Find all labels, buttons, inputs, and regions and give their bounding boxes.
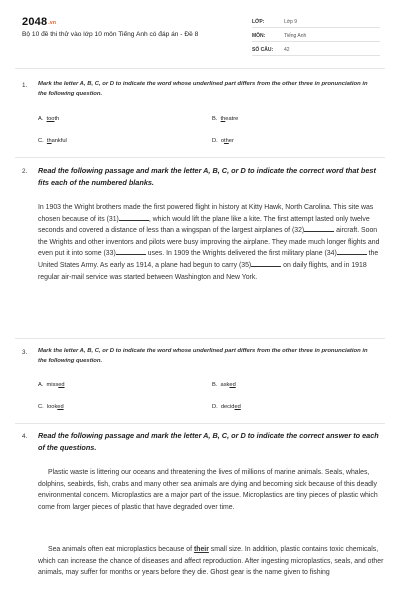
question-number: 4. (22, 433, 28, 440)
divider (15, 68, 385, 69)
question-instruction: Mark the letter A, B, C, or D to indicate the word whose underlined part differs from the other three in pronunciation in the following question. (38, 81, 368, 97)
option-b[interactable]: B. theatre (212, 116, 239, 122)
divider (15, 338, 385, 339)
divider (15, 423, 385, 424)
meta-row-subject (252, 28, 380, 42)
meta-table (252, 14, 380, 56)
passage-paragraph: Plastic waste is littering our oceans and threatening the lives of millions of marine animals. Seals, whales, dolphins, seabirds, fish, crabs and many other sea animals are dying and becoming sick because of this deadly environmental concern. Microplastics are a major part of the issue. Microplastics are tiny pieces of plastic which come from larger pieces of plastic that have degraded over time. (38, 469, 378, 511)
question-number: 1. (22, 82, 28, 89)
meta-value: Tiếng Anh (284, 33, 307, 39)
passage-paragraph: Sea animals often eat microplastics because of their small size. In addition, plastic contains toxic chemicals, which can increase the chance of diseases and affect reproduction. After ingesting microplastics, seals, and other animals, may suffer for months or years before they die. Ghost gear is the name given to fishing (38, 546, 384, 577)
meta-key: MÔN: (252, 33, 266, 39)
option-a[interactable]: A. tooth (38, 116, 60, 122)
question-number: 2. (22, 168, 28, 175)
meta-key: SỐ CÂU: (252, 47, 274, 53)
question-instruction: Read the following passage and mark the letter A, B, C, or D to indicate the correct word that best fits each of the numbered blanks. (38, 166, 376, 187)
option-a[interactable]: A. missed (38, 382, 65, 388)
meta-row-count (252, 42, 380, 56)
option-d[interactable]: D. decided (212, 404, 241, 410)
meta-row-class (252, 14, 380, 28)
divider (15, 157, 385, 158)
option-c[interactable]: C. thankful (38, 138, 67, 144)
question-number: 3. (22, 349, 28, 356)
passage-paragraph: In 1903 the Wright brothers made the first powered flight in history at Kitty Hawk, North Carolina. This site was chosen because of its (31) , which would lift the plane like a kite. The first attempt lasted only twelve seconds and covered a distance of less than a wingspan of the largest airplanes of (32) aircraft. Soon the Wrights and other inventors and pilots were busy improving the airplane. They made much longer flights and even put it into some (33) uses. In 1909 the Wrights delivered the first military plane (34) the United States Army. As early as 1914, a plane had begun to carry (35) on daily flights, and in 1918 regular air-mail service was started between Washington and New York. (38, 204, 380, 281)
site-logo[interactable]: 2048.vn (22, 16, 57, 28)
meta-key: LỚP: (252, 19, 265, 25)
document-title: Bộ 10 đề thi thử vào lớp 10 môn Tiếng Anh có đáp án - Đề 8 (22, 31, 199, 38)
option-c[interactable]: C. looked (38, 404, 64, 410)
option-b[interactable]: B. asked (212, 382, 236, 388)
meta-value: 42 (284, 47, 290, 53)
option-d[interactable]: D. other (212, 138, 234, 144)
meta-value: Lớp 9 (284, 19, 298, 25)
page-header (0, 0, 400, 58)
question-instruction: Mark the letter A, B, C, or D to indicate the word whose underlined part differs from the other three in pronunciation in the following question. (38, 348, 368, 364)
question-instruction: Read the following passage and mark the letter A, B, C, or D to indicate the correct answer to each of the questions. (38, 431, 379, 452)
